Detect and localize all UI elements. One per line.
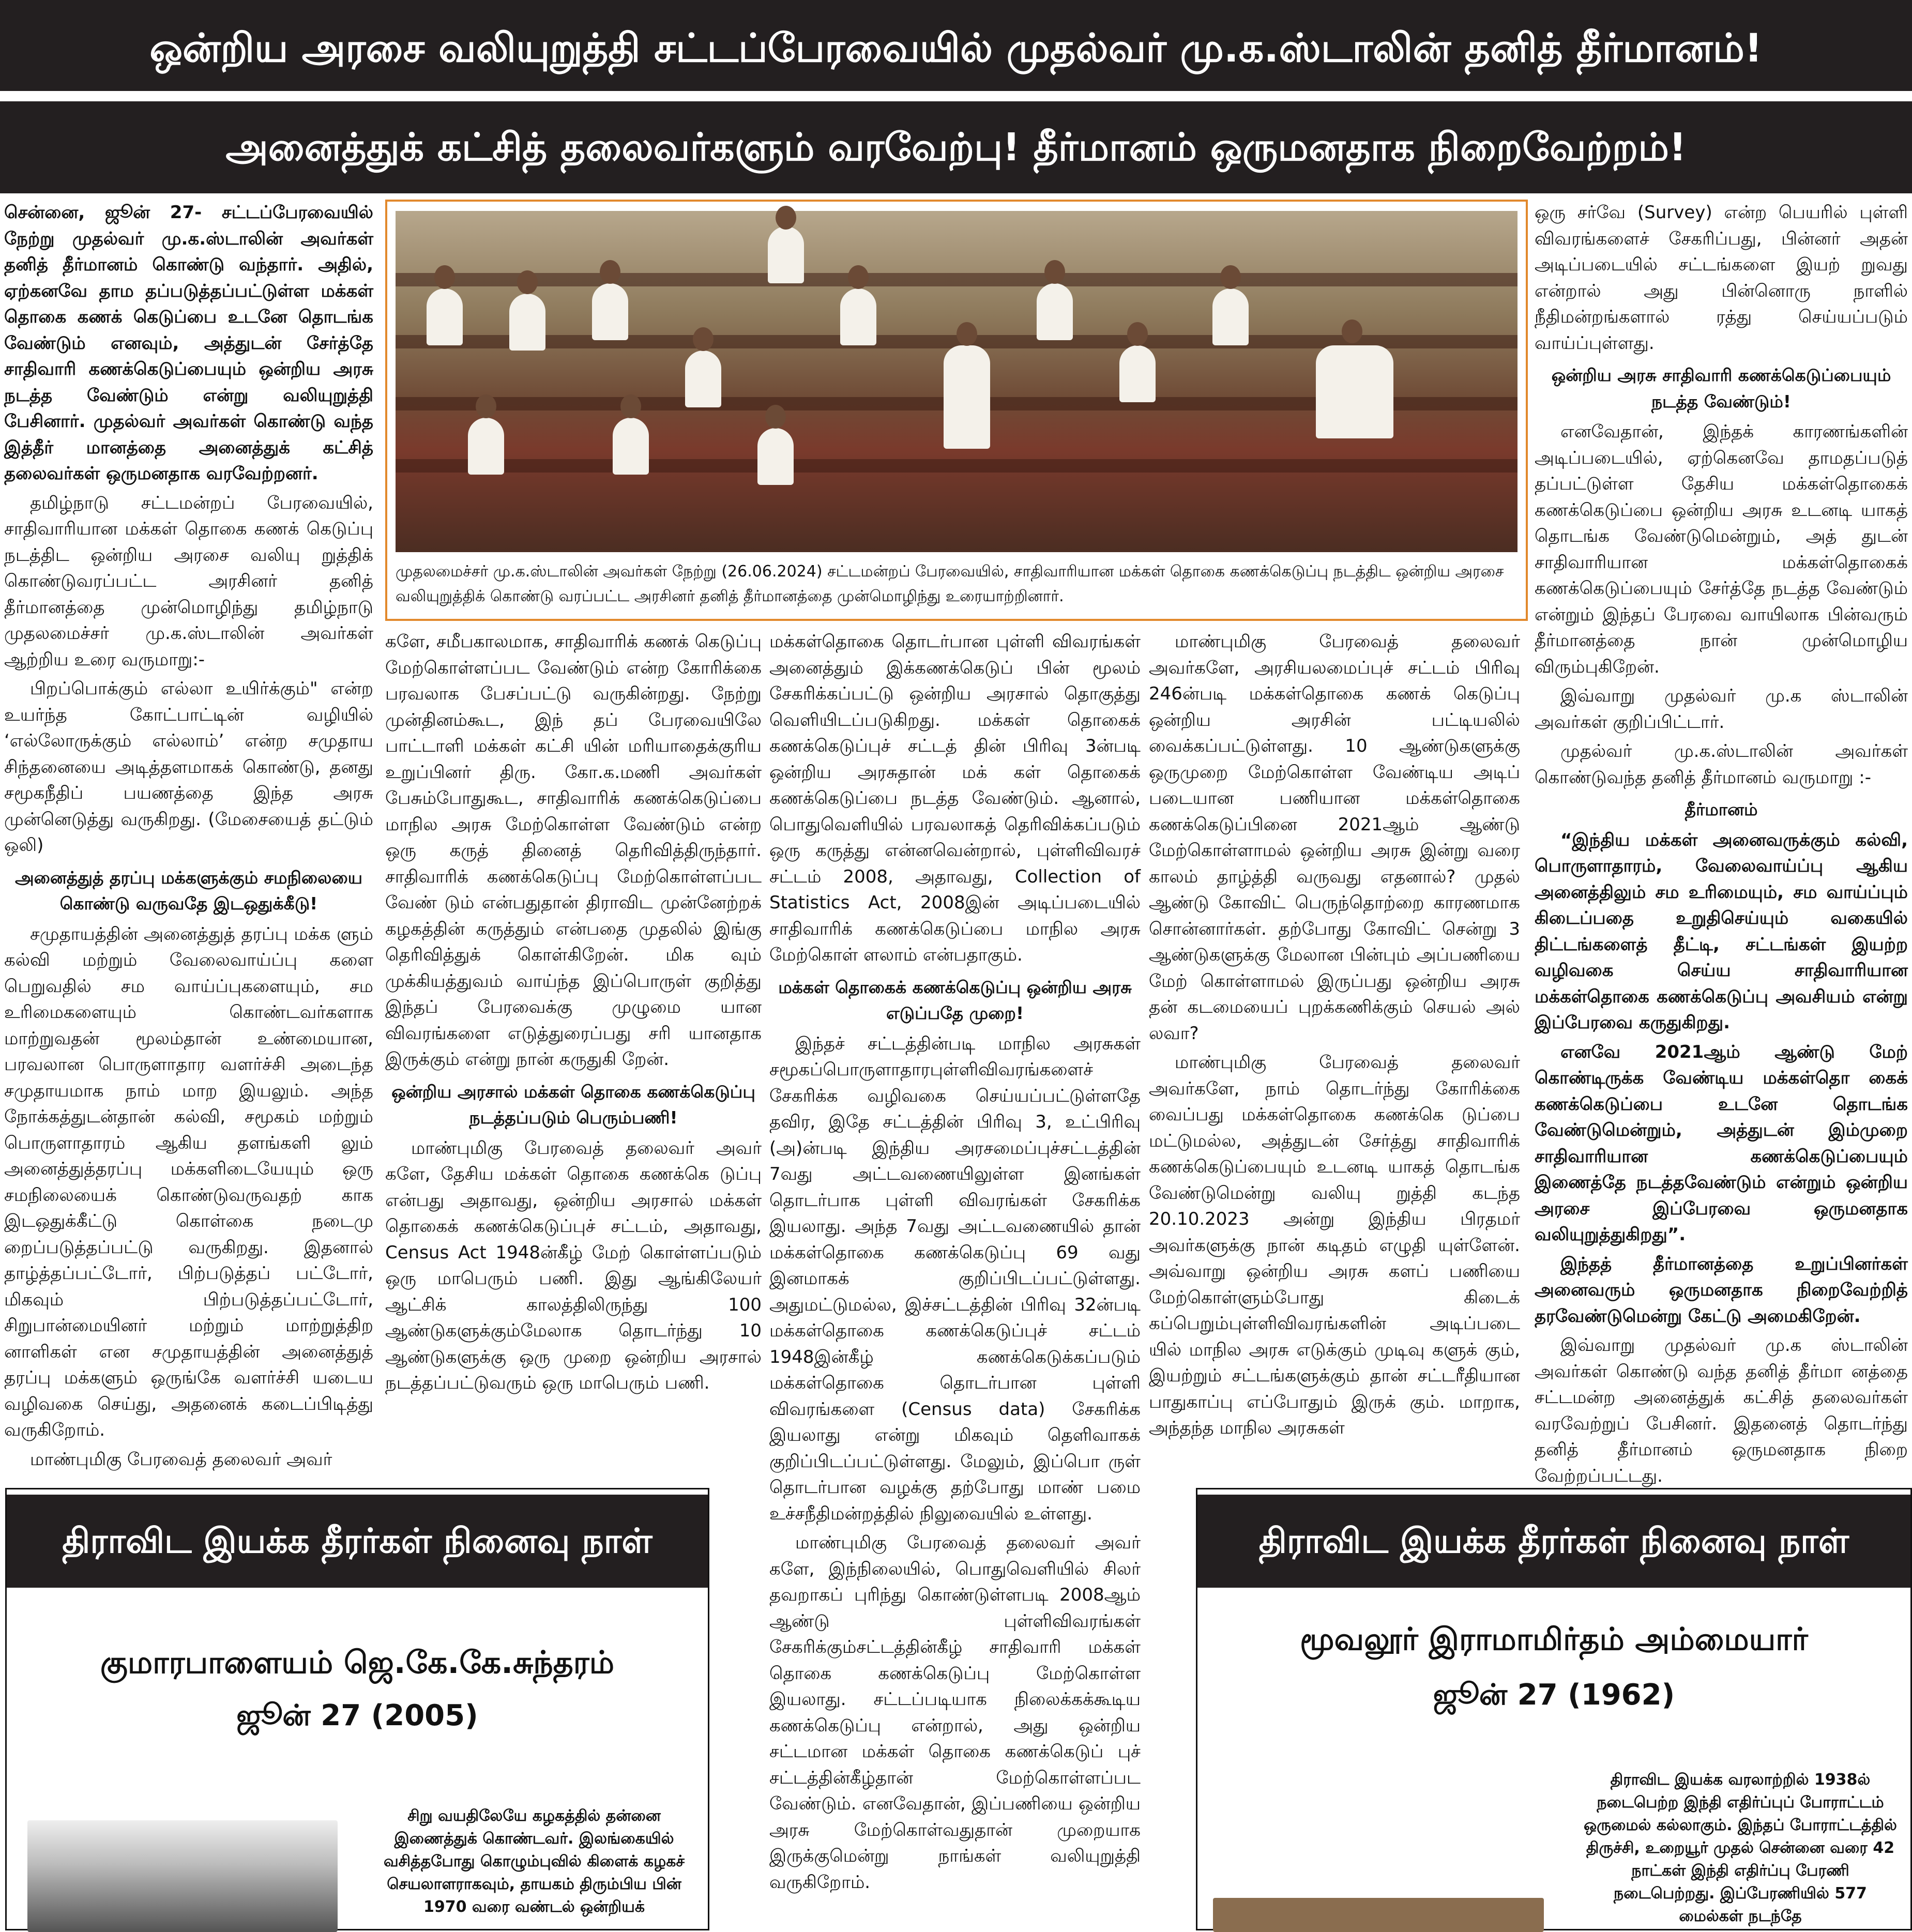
memorial-box-right	[1196, 1488, 1912, 1930]
photo-caption: முதலமைச்சர் மு.க.ஸ்டாலின் அவர்கள் நேற்று (26.06.2024) சட்டமன்றப் பேரவையில், சாதிவாரியான மக்கள் தொகை கணக்கெடுப்பு நடத்திட ஒன்றிய அரசை வலியுறுத்திக் கொண்டு வரப்பட்ட அரசினர் தனித் தீர்மானத்தை முன்மொழிந்து உரையாற்றினார்.	[396, 562, 1504, 605]
article-paragraph: மாண்புமிகு பேரவைத் தலைவர் அவர்	[30, 1449, 332, 1470]
article-paragraph: முதல்வர் மு.க.ஸ்டாலின் அவர்கள் கொண்டுவந்த தனித் தீர்மானம் வருமாறு :-	[1535, 741, 1908, 788]
article-paragraph: மாண்புமிகு பேரவைத் தலைவர் அவர்களே, நாம் தொடர்ந்து கோரிக்கை வைப்பது மக்கள்தொகை கணக்கெ டுப்பை மட்டுமல்ல, அத்துடன் சேர்த்து சாதிவாரிக் கணக்கெடுப்பையும் உடனடி யாகத் தொடங்க வேண்டுமென்று வலியு றுத்தி கடந்த 20.10.2023 அன்று இந்திய பிரதமர் அவர்களுக்கு நான் கடிதம் எழுதி யுள்ளேன். அவ்வாறு ஒன்றிய அரசு களப் பணியை மேற்கொள்ளும்போது கிடைக் கப்பெறும்புள்ளிவிவரங்களின் அடிப்படை யில் மாநில அரசு எடுக்கும் முடிவு களுக் கும், இயற்றும் சட்டங்களுக்கும் தான் சட்டரீதியான பாதுகாப்பு எப்போதும் இருக் கும். மாறாக, அந்தந்த மாநில அரசுகள்	[1149, 1052, 1520, 1438]
article-paragraph: மாண்புமிகு பேரவைத் தலைவர் அவர் களே, தேசிய மக்கள் தொகை கணக்கெ டுப்பு என்பது அதாவது, ஒன்றிய அரசால் மக்கள் தொகைக் கணக்கெடுப்புச் சட்டம், அதாவது, Census Act 1948ன்கீழ் மேற் கொள்ளப்படும் ஒரு மாபெரும் பணி. இது ஆங்கிலேயர் ஆட்சிக் காலத்திலிருந்து 100 ஆண்டுகளுக்கும்மேலாக தொடர்ந்து 10 ஆண்டுகளுக்கு ஒரு முறை ஒன்றிய அரசால் நடத்தப்பட்டுவரும் ஒரு மாபெரும் பணி.	[385, 1137, 762, 1393]
photo-frame	[385, 200, 1528, 621]
article-paragraph: சமுதாயத்தின் அனைத்துத் தரப்பு மக்க ளும் கல்வி மற்றும் வேலைவாய்ப்பு களை பெறுவதில் சம வாய்ப்புகளையும், சம உரிமைகளையும் கொண்டவர்களாக மாற்றுவதன் மூலம்தான் உண்மையான, பரவலான பொருளாதார வளர்ச்சி அடைந்த சமுதாயமாக நாம் மாற இயலும். அந்த நோக்கத்துடன்தான் கல்வி, சமூகம் மற்றும் பொருளாதாரம் ஆகிய தளங்களி லும் அனைத்துத்தரப்பு மக்களிடையேயும் ஒரு சமநிலையைக் கொண்டுவருவதற் காக இடஒதுக்கீட்டு கொள்கை நடைமு றைப்படுத்தப்பட்டு வருகிறது. இதனால் தாழ்த்தப்பட்டோர், பிற்படுத்தப் பட்டோர், மிகவும் பிற்படுத்தப்பட்டோர், சிறுபான்மையினர் மற்றும் மாற்றுத்திற னாளிகள் என சமுதாயத்தின் அனைத்துத் தரப்பு மக்களும் ஒருங்கே வளர்ச்சி யடைய வழிவகை செய்து, அதனைக் கடைப்பிடித்து வருகிறோம்.	[4, 923, 373, 1440]
memorial-box-left	[5, 1488, 709, 1930]
headline-line-1: ஒன்றிய அரசை வலியுறுத்தி சட்டப்பேரவையில் முதல்வர் மு.க.ஸ்டாலின் தனித் தீர்மானம்!	[0, 0, 1912, 96]
resolution-text: “இந்திய மக்கள் அனைவருக்கும் கல்வி, பொருளாதாரம், வேலைவாய்ப்பு ஆகிய அனைத்திலும் சம உரிமையும், சம வாய்ப்பும் கிடைப்பதை உறுதிசெய்யும் வகையில் திட்டங்களைத் தீட்டி, சட்டங்கள் இயற்ற வழிவகை செய்ய சாதிவாரியான மக்கள்தொகை கணக்கெடுப்பு அவசியம் என்று இப்பேரவை கருதுகிறது.	[1535, 829, 1908, 1033]
article-paragraph: மக்கள்தொகை தொடர்பான புள்ளி விவரங்கள் அனைத்தும் இக்கணக்கெடுப் பின் மூலம் சேகரிக்கப்பட்டு ஒன்றிய அரசால் தொகுத்து வெளியிடப்படுகிறது. மக்கள் தொகைக் கணக்கெடுப்புச் சட்டத் தின் பிரிவு 3ன்படி ஒன்றிய அரசுதான் மக் கள் தொகைக் கணக்கெடுப்பை நடத்த வேண்டும். ஆனால், பொதுவெளியில் பரவலாகத் தெரிவிக்கப்படும் ஒரு கருத்து என்னவென்றால், புள்ளிவிவரச் சட்டம் 2008, அதாவது, Collection of Statistics Act, 2008இன் அடிப்படையில் சாதிவாரிக் கணக்கெடுப்பை மாநில அரசு மேற்கொள் ளலாம் என்பதாகும்.	[769, 631, 1141, 965]
article-lead: சென்னை, ஜூன் 27- சட்டப்பேரவையில் நேற்று முதல்வர் மு.க.ஸ்டாலின் அவர்கள் தனித் தீர்மானம் கொண்டு வந்தார். அதில், ஏற்கனவே தாம தப்படுத்தப்பட்டுள்ள மக்கள் தொகை கணக் கெடுப்பை உடனே தொடங்க வேண்டும் எனவும், அத்துடன் சேர்த்தே சாதிவாரி கணக்கெடுப்பையும் ஒன்றிய அரசு நடத்த வேண்டும் என்று வலியுறுத்தி பேசினார். முதல்வர் அவர்கள் கொண்டு வந்த இத்தீர் மானத்தை அனைத்துக் கட்சித் தலைவர்கள் ஒருமனதாக வரவேற்றனர்.	[4, 202, 373, 484]
resolution-text: இந்தத் தீர்மானத்தை உறுப்பினர்கள் அனைவரும் ஒருமனதாக நிறைவேற்றித் தரவேண்டுமென்று கேட்டு அமைகிறேன்.	[1535, 1253, 1908, 1327]
memorial-name: குமாரபாளையம் ஜெ.கே.கே.சுந்தரம்	[100, 1645, 615, 1681]
memorial-text: திராவிட இயக்க வரலாற்றில் 1938ல் நடைபெற்ற இந்தி எதிர்ப்புப் போராட்டம் ஒருமைல் கல்லாகும். இந்தப் போராட்டத்தில் திருச்சி, உறையூர் முதல் சென்னை வரை 42 நாட்கள் இந்தி எதிர்ப்பு பேரணி நடைபெற்றது. இப்பேரணியில் 577 மைல்கள் நடந்தே	[1584, 1771, 1897, 1925]
memorial-date: ஜூன் 27 (1962)	[1433, 1678, 1675, 1712]
article-paragraph: மாண்புமிகு பேரவைத் தலைவர் அவர் களே, இந்நிலையில், பொதுவெளியில் சிலர் தவறாகப் புரிந்து கொண்டுள்ளபடி 2008ஆம் ஆண்டு புள்ளிவிவரங்கள் சேகரிக்கும்சட்டத்தின்கீழ் சாதிவாரி மக்கள் தொகை கணக்கெடுப்பு மேற்கொள்ள இயலாது. சட்டப்படியாக நிலைக்கக்கூடிய கணக்கெடுப்பு என்றால், அது ஒன்றிய சட்டமான மக்கள் தொகை கணக்கெடுப் புச் சட்டத்தின்கீழ்தான் மேற்கொள்ளப்பட வேண்டும். எனவேதான், இப்பணியை ஒன்றிய அரசு மேற்கொள்வதுதான் முறையாக இருக்குமென்று நாங்கள் வலியுறுத்தி வருகிறோம்.	[769, 1532, 1141, 1893]
resolution-heading: தீர்மானம்	[1685, 799, 1758, 819]
memorial-date: ஜூன் 27 (2005)	[236, 1699, 478, 1732]
article-subheading: மக்கள் தொகைக் கணக்கெடுப்பு ஒன்றிய அரசு எடுப்பதே முறை!	[778, 977, 1132, 1023]
article-paragraph: களே, சமீபகாலமாக, சாதிவாரிக் கணக் கெடுப்பு மேற்கொள்ளப்பட வேண்டும் என்ற கோரிக்கை பரவலாக பேசப்பட்டு வருகின்றது. நேற்று முன்தினம்கூட, இந் தப் பேரவையிலே பாட்டாளி மக்கள் கட்சி யின் மரியாதைக்குரிய உறுப்பினர் திரு. கோ.க.மணி அவர்கள் பேசும்போதுகூட, சாதிவாரிக் கணக்கெடுப்பை மாநில அரசு மேற்கொள்ள வேண்டும் என்ற ஒரு கருத் தினைத் தெரிவித்திருந்தார். சாதிவாரிக் கணக்கெடுப்பு மேற்கொள்ளப்பட வேண் டும் என்பதுதான் திராவிட முன்னேற்றக் கழகத்தின் கருத்தும் என்பதை முதலில் இங்கு தெரிவித்துக் கொள்கிறேன். மிக வும் முக்கியத்துவம் வாய்ந்த இப்பொருள் குறித்து இந்தப் பேரவைக்கு முழுமை யான விவரங்களை எடுத்துரைப்பது சரி யானதாக இருக்கும் என்று நான் கருதுகி றேன்.	[385, 631, 762, 1070]
article-subheading: ஒன்றிய அரசால் மக்கள் தொகை கணக்கெடுப்பு நடத்தப்படும் பெரும்பணி!	[391, 1081, 755, 1128]
portrait-photo	[27, 1820, 338, 1932]
article-paragraph: இவ்வாறு முதல்வர் மு.க ஸ்டாலின் அவர்கள் குறிப்பிட்டார்.	[1535, 686, 1908, 733]
assembly-photo	[396, 211, 1518, 552]
article-paragraph: மாண்புமிகு பேரவைத் தலைவர் அவர்களே, அரசியலமைப்புச் சட்டம் பிரிவு 246ன்படி மக்கள்தொகை கணக் கெடுப்பு ஒன்றிய அரசின் பட்டியலில் வைக்கப்பட்டுள்ளது. 10 ஆண்டுகளுக்கு ஒருமுறை மேற்கொள்ள வேண்டிய அடிப் படையான பணியான மக்கள்தொகை கணக்கெடுப்பினை 2021ஆம் ஆண்டு மேற்கொள்ளாமல் ஒன்றிய அரசு இன்று வரை காலம் தாழ்த்தி வருவது எதனால்? முதல் ஆண்டு கோவிட் பெருந்தொற்றை காரணமாக சொன்னார்கள். தற்போது கோவிட் சென்று 3 ஆண்டுகளுக்கு மேலான பின்பும் அப்பணியை மேற் கொள்ளாமல் இருப்பது ஒன்றிய அரசு தன் கடமையைப் புறக்கணிக்கும் செயல் அல் லவா?	[1149, 631, 1520, 1044]
article-paragraph: இந்தச் சட்டத்தின்படி மாநில அரசுகள் சமூகப்பொருளாதாரபுள்ளிவிவரங்களைச் சேகரிக்க வழிவகை செய்யப்பட்டுள்ளதே தவிர, இதே சட்டத்தின் பிரிவு 3, உட்பிரிவு (அ)ன்படி இந்திய அரசமைப்புச்சட்டத்தின் 7வது அட்டவணையிலுள்ள இனங்கள் தொடர்பாக புள்ளி விவரங்கள் சேகரிக்க இயலாது. அந்த 7வது அட்டவணையில் தான் மக்கள்தொகை கணக்கெடுப்பு 69 வது இனமாகக் குறிப்பிடப்பட்டுள்ளது. அதுமட்டுமல்ல, இச்சட்டத்தின் பிரிவு 32ன்படி மக்கள்தொகை கணக்கெடுப்புச் சட்டம் 1948இன்கீழ் கணக்கெடுக்கப்படும் மக்கள்தொகை தொடர்பான புள்ளி விவரங்களை (Census data) சேகரிக்க இயலாது என்று மிகவும் தெளிவாகக் குறிப்பிடப்பட்டுள்ளது. மேலும், இப்பொ ருள் தொடர்பான வழக்கு தற்போது மாண் பமை உச்சநீதிமன்றத்தில் நிலுவையில் உள்ளது.	[769, 1033, 1141, 1524]
article-column-4	[1149, 629, 1520, 1456]
article-column-5	[1535, 200, 1908, 1486]
memorial-text: சிறு வயதிலேயே கழகத்தில் தன்னை இணைத்துக் கொண்டவர். இலங்கையில் வசித்தபோது கொழும்புவில் கிளைக் கழகச் செயலாளராகவும், தாயகம் திரும்பிய பின் 1970 வரை வண்டல் ஒன்றியக்	[383, 1807, 685, 1916]
article-paragraph: இவ்வாறு முதல்வர் மு.க ஸ்டாலின் அவர்கள் கொண்டு வந்த தனித் தீர்மா னத்தை சட்டமன்ற அனைத்துக் கட்சித் தலைவர்கள் வரவேற்றுப் பேசினர். இதனைத் தொடர்ந்து தனித் தீர்மானம் ஒருமனதாக நிறை வேற்றப்பட்டது.	[1535, 1335, 1908, 1486]
resolution-text: எனவே 2021ஆம் ஆண்டு மேற் கொண்டிருக்க வேண்டிய மக்கள்தொ கைக் கணக்கெடுப்பை உடனே தொடங்க வேண்டுமென்றும், அத்துடன் இம்முறை சாதிவாரியான கணக்கெடுப்பையும் இணைத்தே நடத்தவேண்டும் என்றும் ஒன்றிய அரசை இப்பேரவை ஒருமனதாக வலியுறுத்துகிறது”.	[1535, 1041, 1908, 1245]
memorial-title: திராவிட இயக்க தீரர்கள் நினைவு நாள்	[1197, 1495, 1910, 1588]
article-subheading: அனைத்துத் தரப்பு மக்களுக்கும் சமநிலையை கொண்டு வருவதே இடஒதுக்கீடு!	[14, 867, 363, 914]
article-column-3	[769, 629, 1141, 1930]
article-column-1	[4, 200, 373, 1470]
memorial-title: திராவிட இயக்க தீரர்கள் நினைவு நாள்	[7, 1495, 708, 1588]
article-paragraph: தமிழ்நாடு சட்டமன்றப் பேரவையில், சாதிவாரியான மக்கள் தொகை கணக் கெடுப்பு நடத்திட ஒன்றிய அரசை வலியு றுத்திக் கொண்டுவரப்பட்ட அரசினர் தனித் தீர்மானத்தை முன்மொழிந்து தமிழ்நாடு முதலமைச்சர் மு.க.ஸ்டாலின் அவர்கள் ஆற்றிய உரை வருமாறு:-	[4, 492, 373, 670]
article-paragraph: எனவேதான், இந்தக் காரணங்களின் அடிப்படையில், ஏற்கெனவே தாமதப்படுத் தப்பட்டுள்ள தேசிய மக்கள்தொகைக் கணக்கெடுப்பை ஒன்றிய அரசு உடனடி யாகத் தொடங்க வேண்டுமென்றும், அத் துடன் சாதிவாரியான மக்கள்தொகைக் கணக்கெடுப்பையும் சேர்த்தே நடத்த வேண்டும் என்றும் இந்தப் பேரவை வாயிலாக பின்வரும் தீர்மானத்தை நான் முன்மொழிய விரும்புகிறேன்.	[1535, 421, 1908, 677]
article-paragraph: ஒரு சர்வே (Survey) என்ற பெயரில் புள்ளி விவரங்களைச் சேகரிப்பது, பின்னர் அதன் அடிப்படையில் சட்டங்களை இயற் றுவது என்றால் அது பின்னொரு நாளில் நீதிமன்றங்களால் ரத்து செய்யப்படும் வாய்ப்புள்ளது.	[1535, 202, 1908, 354]
article-column-2	[385, 629, 762, 1466]
headline-line-2: அனைத்துக் கட்சித் தலைவர்களும் வரவேற்பு! தீர்மானம் ஒருமனதாக நிறைவேற்றம்!	[0, 101, 1912, 193]
portrait-photo	[1213, 1898, 1544, 1932]
memorial-name: மூவலூர் இராமாமிர்தம் அம்மையார்	[1300, 1621, 1808, 1657]
article-paragraph: பிறப்பொக்கும் எல்லா உயிர்க்கும்" என்ற உயர்ந்த கோட்பாட்டின் வழியில் ‘எல்லோருக்கும் எல்லாம்’ என்ற சமுதாய சிந்தனையை அடித்தளமாகக் கொண்டு, தனது சமூகநீதிப் பயணத்தை இந்த அரசு முன்னெடுத்து வருகிறது. (மேசையைத் தட்டும் ஒலி)	[4, 678, 373, 856]
article-subheading: ஒன்றிய அரசு சாதிவாரி கணக்கெடுப்பையும் நடத்த வேண்டும்!	[1551, 365, 1891, 412]
